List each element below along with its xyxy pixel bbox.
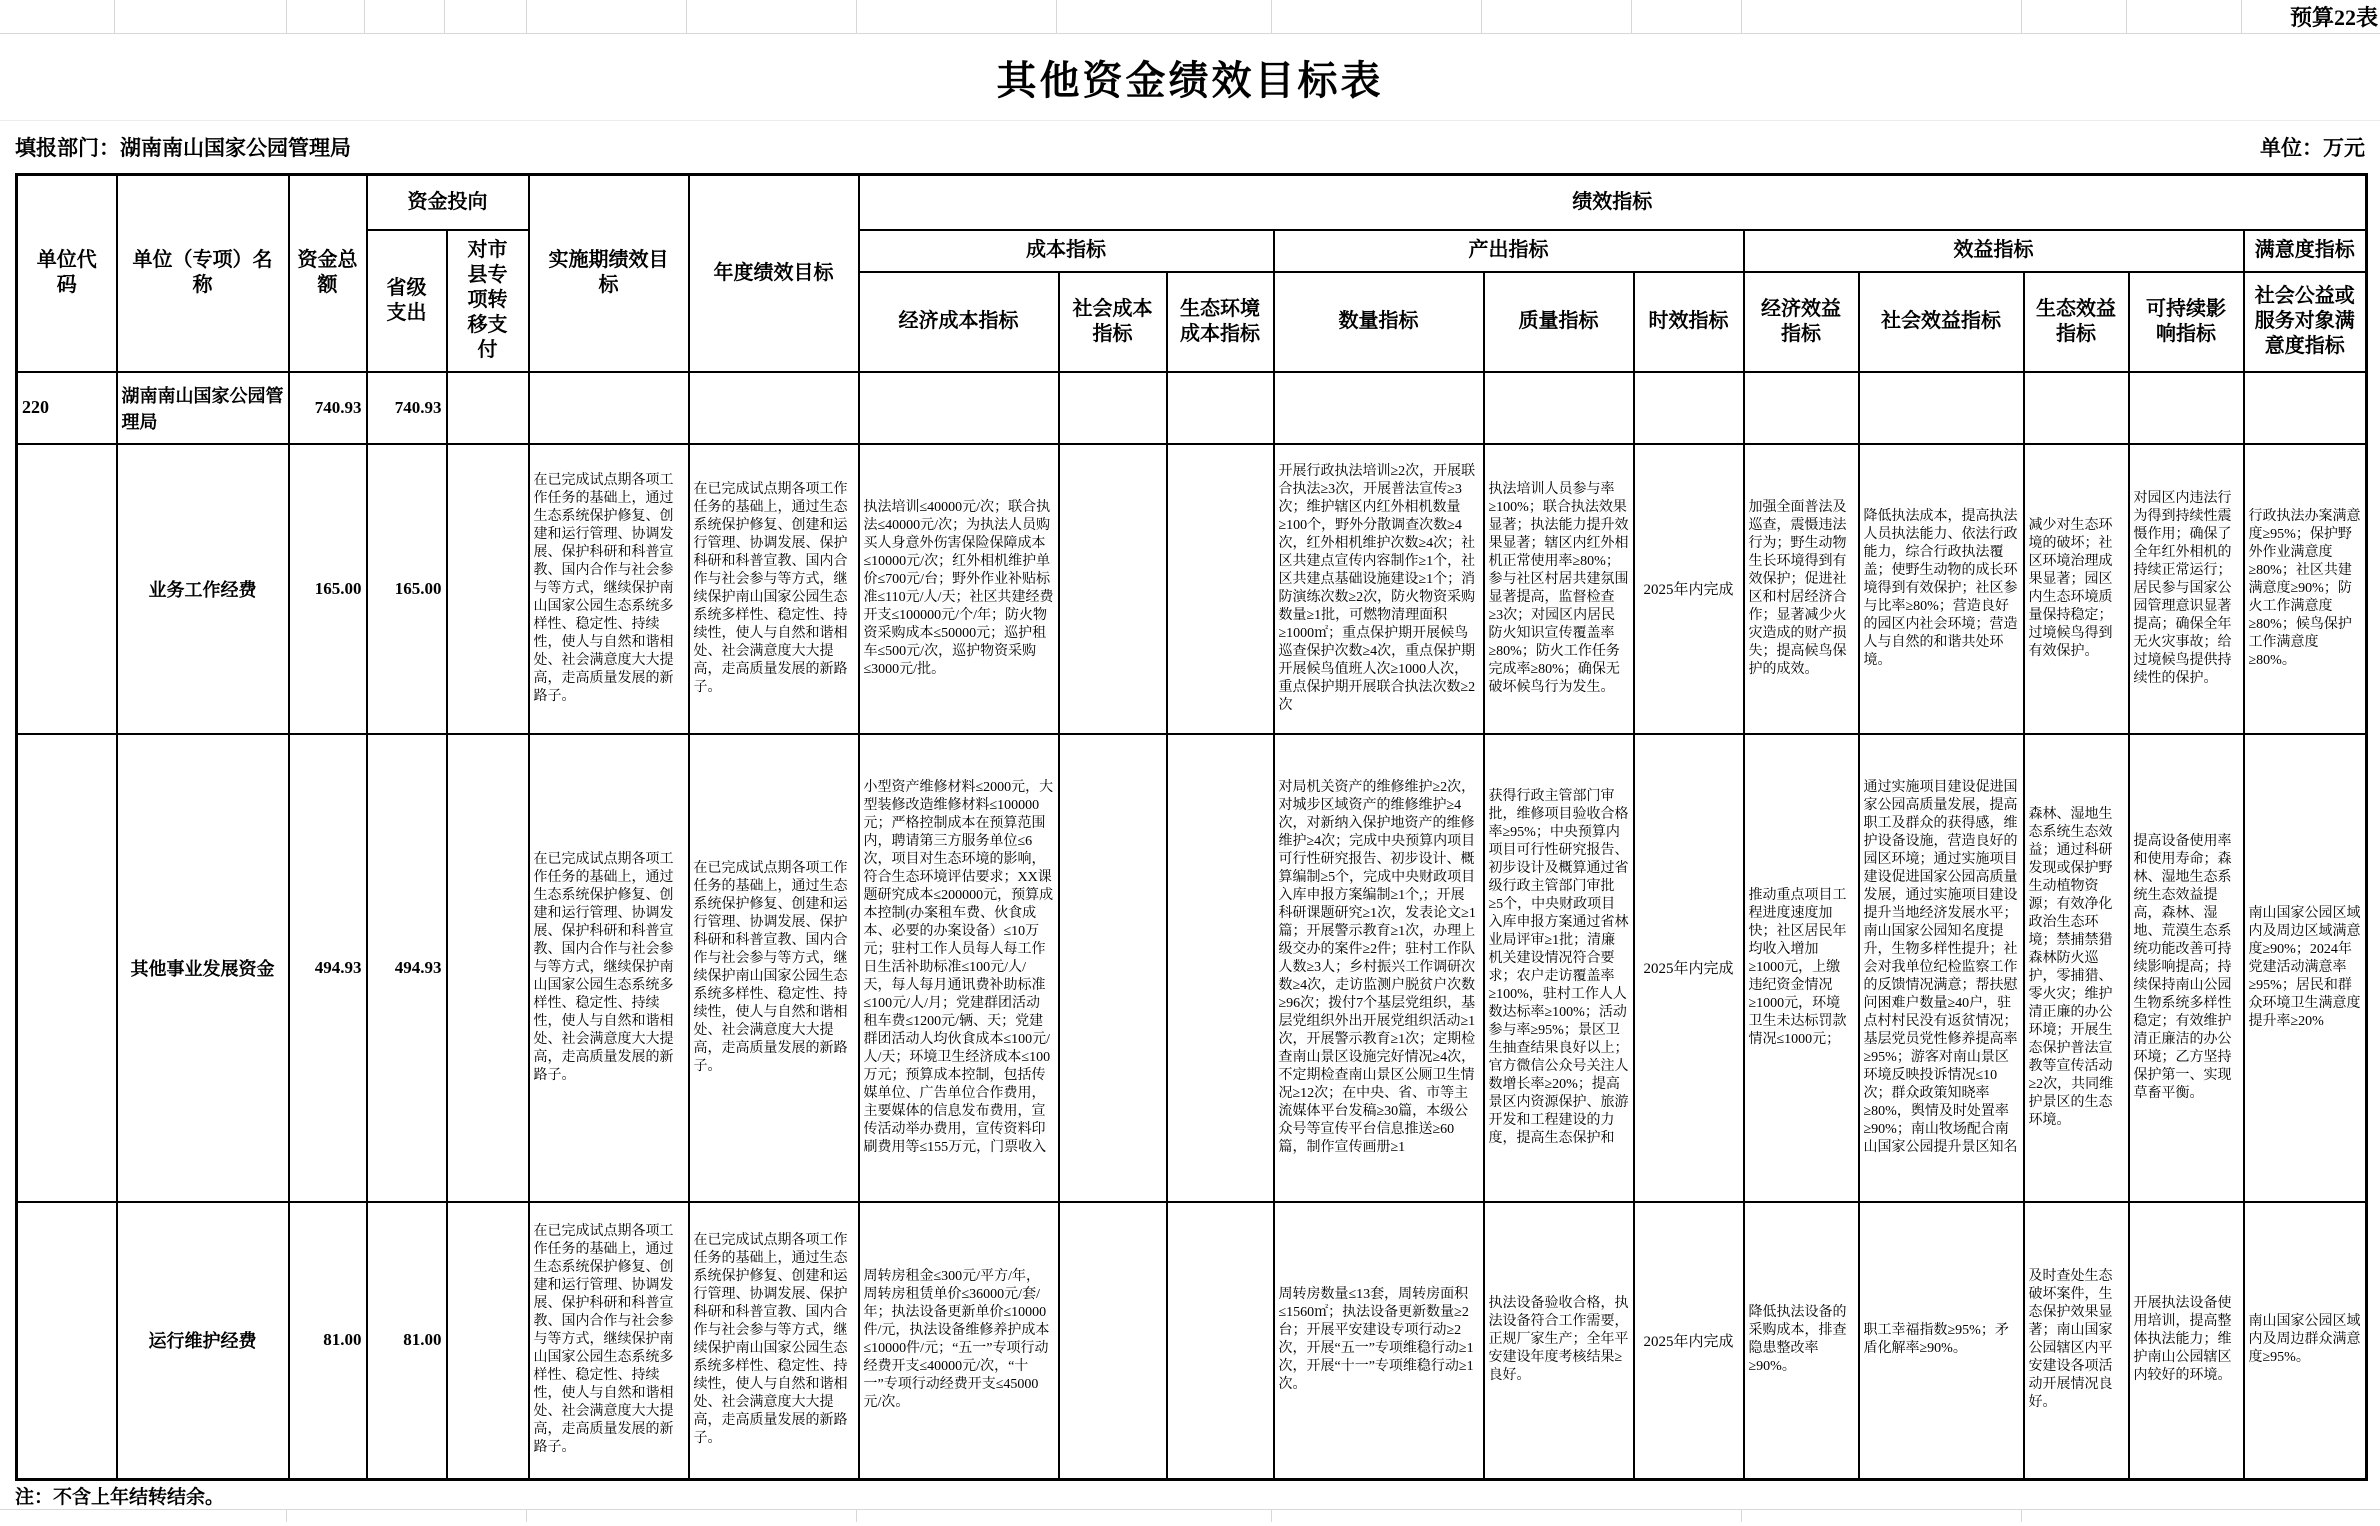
cell-out-time: 2025年内完成	[1634, 1202, 1744, 1480]
col-header-satisfaction-sub: 社会公益或服务对象满意度指标	[2244, 272, 2367, 372]
cell-ben-econ: 加强全面普法及巡查，震慑违法行为；野生动物生长环境得到有效保护；促进社区和村居经济合作；显著减少火灾造成的财产损失；提高候鸟保护的成效。	[1744, 444, 1859, 734]
col-header-ben-social: 社会效益指标	[1859, 272, 2024, 372]
grid-cell	[687, 0, 857, 33]
cell-ben-sustain: 提高设备使用率和使用寿命；森林、湿地生态系统生态效益提高，森林、湿地、荒漠生态系统功能改善可持续影响提高；持续保持南山公园生物系统多样性稳定；有效维护清正廉洁的办公环境；乙方坚持保护第一、实现草畜平衡。	[2129, 734, 2244, 1202]
col-header-out-qty: 数量指标	[1274, 272, 1484, 372]
cell-annual-target: 在已完成试点期各项工作任务的基础上，通过生态系统保护修复、创建和运行管理、协调发展、保护科研和科普宣教、国内合作与社会参与等方式，继续保护南山国家公园生态系统多样性、稳定性、持续性，使人与自然和谐相处、社会满意度大大提高，走高质量发展的新路子。	[689, 1202, 859, 1480]
grid-cell	[1482, 0, 1632, 33]
grid-cell	[2242, 0, 2380, 33]
col-header-benefit-group: 效益指标	[1744, 230, 2244, 272]
cell-out-time	[1634, 372, 1744, 444]
cell-cost-social	[1059, 1202, 1167, 1480]
cell-cost-eco	[1167, 372, 1274, 444]
col-header-satisfaction-group: 满意度指标	[2244, 230, 2367, 272]
cell-unit-name: 业务工作经费	[117, 444, 289, 734]
cell-ben-econ	[1744, 372, 1859, 444]
grid-cell	[1057, 0, 1272, 33]
col-header-unit-code: 单位代码	[17, 175, 117, 372]
cell-transfer	[447, 734, 529, 1202]
cell-satisfaction: 南山国家公园区域内及周边群众满意度≥95%。	[2244, 1202, 2367, 1480]
cell-out-quality: 获得行政主管部门审批，维修项目验收合格率≥95%；中央预算内项目可行性研究报告、初步设计及概算通过省级行政主管部门审批≥5个，中央财政项目入库申报方案通过省林业局评审≥1批；清廉机关建设情况符合要求；农户走访覆盖率≥100%，驻村工作人人数达标率≥100%；活动参与率≥95%；景区卫生抽查结果良好以上；官方微信公众号关注人数增长率≥20%；提高景区内资源保护、旅游开发和工程建设的力度，提高生态保护和	[1484, 734, 1634, 1202]
grid-cell	[1272, 0, 1482, 33]
cell-ben-social: 降低执法成本，提高执法人员执法能力、依法行政能力，综合行政执法覆盖；使野生动物的成长环境得到有效保护；社区参与比率≥80%；营造良好的园区内社会环境；营造人与自然的和谐共处环境。	[1859, 444, 2024, 734]
col-header-output-group: 产出指标	[1274, 230, 1744, 272]
cell-out-qty	[1274, 372, 1484, 444]
header-row-1	[17, 175, 2367, 230]
grid-cell	[527, 1510, 857, 1522]
grid-cell	[0, 0, 115, 33]
cell-impl-target: 在已完成试点期各项工作任务的基础上，通过生态系统保护修复、创建和运行管理、协调发展、保护科研和科普宣教、国内合作与社会参与等方式，继续保护南山国家公园生态系统多样性、稳定性、持续性，使人与自然和谐相处、社会满意度大大提高，走高质量发展的新路子。	[529, 444, 689, 734]
col-header-total: 资金总额	[289, 175, 367, 372]
grid-cell	[445, 0, 527, 33]
col-header-ben-econ: 经济效益指标	[1744, 272, 1859, 372]
col-header-ben-eco: 生态效益指标	[2024, 272, 2129, 372]
col-header-invest-group: 资金投向	[367, 175, 529, 230]
cell-annual-target: 在已完成试点期各项工作任务的基础上，通过生态系统保护修复、创建和运行管理、协调发展、保护科研和科普宣教、国内合作与社会参与等方式，继续保护南山国家公园生态系统多样性、稳定性、持续性，使人与自然和谐相处、社会满意度大大提高，走高质量发展的新路子。	[689, 734, 859, 1202]
cell-satisfaction	[2244, 372, 2367, 444]
cell-out-quality: 执法设备验收合格，执法设备符合工作需要，正规厂家生产；全年平安建设年度考核结果≥良好。	[1484, 1202, 1634, 1480]
grid-cell	[2022, 0, 2127, 33]
cell-unit-name: 湖南南山国家公园管理局	[117, 372, 289, 444]
cell-out-qty: 周转房数量≤13套，周转房面积≤1560㎡；执法设备更新数量≥2台；开展平安建设专项行动≥2次，开展“五一”专项维稳行动≥1次，开展“十一”专项维稳行动≥1次。	[1274, 1202, 1484, 1480]
cell-out-time: 2025年内完成	[1634, 734, 1744, 1202]
cell-satisfaction: 行政执法办案满意度≥95%；保护野外作业满意度≥80%；社区共建满意度≥90%；防火工作满意度≥80%；候鸟保护工作满意度≥80%。	[2244, 444, 2367, 734]
table-row	[17, 1202, 2367, 1480]
grid-cell	[365, 0, 445, 33]
cell-annual-target	[689, 372, 859, 444]
cell-cost-eco	[1167, 734, 1274, 1202]
cell-annual-target: 在已完成试点期各项工作任务的基础上，通过生态系统保护修复、创建和运行管理、协调发展、保护科研和科普宣教、国内合作与社会参与等方式，继续保护南山国家公园生态系统多样性、稳定性、持续性，使人与自然和谐相处、社会满意度大大提高，走高质量发展的新路子。	[689, 444, 859, 734]
grid-cell	[857, 1510, 1272, 1522]
table-row	[17, 372, 2367, 444]
cell-cost-social	[1059, 734, 1167, 1202]
grid-cell	[1742, 0, 2022, 33]
col-header-transfer: 对市县专项转移支付	[447, 230, 529, 372]
cell-out-quality	[1484, 372, 1634, 444]
cell-out-qty: 开展行政执法培训≥2次，开展联合执法≥3次，开展普法宣传≥3次；维护辖区内红外相机数量≥100个，野外分散调查次数≥4次，红外相机维护次数≥4次；社区共建点宣传内容制作≥1个，社区共建点基础设施建设≥1个；消防演练次数≥2次，防火物资采购数量≥1批，可燃物清理面积≥1000㎡；重点保护期开展候鸟巡查保护次数≥4次，重点保护期开展候鸟值班人次≥1000人次，重点保护期开展联合执法次数≥2次	[1274, 444, 1484, 734]
unit-label: 单位：万元	[2260, 136, 2365, 160]
col-header-cost-econ: 经济成本指标	[859, 272, 1059, 372]
header-row-2	[17, 230, 2367, 272]
cell-unit-name: 运行维护经费	[117, 1202, 289, 1480]
grid-cell	[857, 0, 1057, 33]
col-header-out-quality: 质量指标	[1484, 272, 1634, 372]
cell-unit-name: 其他事业发展资金	[117, 734, 289, 1202]
cell-ben-social: 通过实施项目建设促进国家公园高质量发展，提高职工及群众的获得感，维护设备设施，营造良好的园区环境；通过实施项目建设促进国家公园高质量发展，通过实施项目建设提升当地经济发展水平；南山国家公园知名度提升，生物多样性提升；社会对我单位纪检监察工作的反馈情况满意；帮扶慰问困难户数量≥40户，驻点村村民没有返贫情况；基层党员党性修养提高率≥95%；游客对南山景区环境反映投诉情况≤10次；群众政策知晓率≥80%，舆情及时处置率≥90%；南山牧场配合南山国家公园提升景区知名	[1859, 734, 2024, 1202]
cell-ben-sustain: 对园区内违法行为得到持续性震慑作用；确保了全年红外相机的持续正常运行；居民参与国家公园管理意识显著提高；确保全年无火灾事故；给过境候鸟提供持续性的保护。	[2129, 444, 2244, 734]
reporting-department-label: 填报部门：湖南南山国家公园管理局	[15, 136, 351, 160]
cell-impl-target: 在已完成试点期各项工作任务的基础上，通过生态系统保护修复、创建和运行管理、协调发展、保护科研和科普宣教、国内合作与社会参与等方式，继续保护南山国家公园生态系统多样性、稳定性、持续性，使人与自然和谐相处、社会满意度大大提高，走高质量发展的新路子。	[529, 734, 689, 1202]
cell-transfer	[447, 1202, 529, 1480]
cell-ben-eco: 森林、湿地生态系统生态效益；通过科研发现或保护野生动植物资源；有效净化政治生态环境；禁捕禁猎森林防火巡护，零捕猎、零火灾；维护清正廉的办公环境；开展生态保护普法宣教等宣传活动≥2次，共同维护景区的生态环境。	[2024, 734, 2129, 1202]
grid-cell	[2127, 0, 2242, 33]
cell-provincial: 494.93	[367, 734, 447, 1202]
cell-transfer	[447, 372, 529, 444]
cell-unit-code	[17, 1202, 117, 1480]
grid-cell	[2022, 1510, 2380, 1522]
cell-impl-target: 在已完成试点期各项工作任务的基础上，通过生态系统保护修复、创建和运行管理、协调发展、保护科研和科普宣教、国内合作与社会参与等方式，继续保护南山国家公园生态系统多样性、稳定性、持续性，使人与自然和谐相处、社会满意度大大提高，走高质量发展的新路子。	[529, 1202, 689, 1480]
cell-cost-econ: 执法培训≤40000元/次；联合执法≤40000元/次；为执法人员购买人身意外伤害保险保障成本≤10000元/次；红外相机维护单价≤700元/台；野外作业补贴标准≤110元/人/天；社区共建经费开支≤100000元/个/年；防火物资采购成本≤50000元；巡护租车≤500元/次，巡护物资采购≤3000元/批。	[859, 444, 1059, 734]
cell-impl-target	[529, 372, 689, 444]
col-header-ben-sustain: 可持续影响指标	[2129, 272, 2244, 372]
table-number-label: 预算22表	[2289, 5, 2378, 30]
col-header-cost-social: 社会成本指标	[1059, 272, 1167, 372]
cell-transfer	[447, 444, 529, 734]
cell-cost-social	[1059, 444, 1167, 734]
cell-ben-sustain: 开展执法设备使用培训，提高整体执法能力；维护南山公园辖区内较好的环境。	[2129, 1202, 2244, 1480]
cell-provincial: 740.93	[367, 372, 447, 444]
cell-provincial: 165.00	[367, 444, 447, 734]
cell-out-qty: 对局机关资产的维修维护≥2次，对城步区域资产的维修维护≥4次，对新纳入保护地资产的维修维护≥4次；完成中央预算内项目可行性研究报告、初步设计、概算编制≥5个，完成中央财政项目入库申报方案编制≥1个,；开展科研课题研究≥1次，发表论文≥1篇；开展警示教育≥1次，办理上级交办的案件≥2件；驻村工作队人数≥3人；乡村振兴工作调研次数≥4次，走访监测户脱贫户次数≥96次；拨付7个基层党组织，基层党组织外出开展党组织活动≥1次，开展警示教育≥1次；定期检查南山景区设施完好情况≥4次，不定期检查南山景区公厕卫生情况≥12次；在中央、省、市等主流媒体平台发稿≥30篇，本级公众号等宣传平台信息推送≥60篇，制作宣传画册≥1	[1274, 734, 1484, 1202]
grid-cell	[1272, 1510, 1742, 1522]
cell-ben-eco: 减少对生态环境的破坏；社区环境治理成果显著；园区内生态环境质量保持稳定；过境候鸟得到有效保护。	[2024, 444, 2129, 734]
cell-total: 740.93	[289, 372, 367, 444]
cell-ben-eco: 及时查处生态破坏案件，生态保护效果显著；南山国家公园辖区内平安建设各项活动开展情况良好。	[2024, 1202, 2129, 1480]
cell-cost-eco	[1167, 444, 1274, 734]
col-header-perf-group: 绩效指标	[859, 175, 2367, 230]
grid-cell	[287, 0, 365, 33]
col-header-out-time: 时效指标	[1634, 272, 1744, 372]
cell-cost-econ: 小型资产维修材料≤2000元，大型装修改造维修材料≤100000元；严格控制成本在预算范围内，聘请第三方服务单位≤6次，项目对生态环境的影响，符合生态环境评估要求；XX课题研究成本≤200000元，预算成本控制(办案租车费、伙食成本、必要的办案设备）≤10万元；驻村工作人员每人每工作日生活补助标准≤100元/人/天，每人每月通讯费补助标准≤100元/人/月；党建群团活动租车费≤1200元/辆、天；党建群团活动人均伙食成本≤100元/人/天；环境卫生经济成本≤100万元；预算成本控制，包括传媒单位、广告单位合作费用，主要媒体的信息发布费用，宣传活动举办费用，宣传资料印刷费用等≤155万元，门票收入	[859, 734, 1059, 1202]
grid-cell	[527, 0, 687, 33]
cell-total: 81.00	[289, 1202, 367, 1480]
grid-cell	[1742, 1510, 2022, 1522]
grid-cell	[287, 1510, 527, 1522]
title-row	[0, 34, 2380, 121]
cell-provincial: 81.00	[367, 1202, 447, 1480]
footnote: 注：不含上年结转结余。	[15, 1486, 225, 1508]
cell-unit-code: 220	[17, 372, 117, 444]
cell-ben-social	[1859, 372, 2024, 444]
cell-ben-econ: 降低执法设备的采购成本，排查隐患整改率≥90%。	[1744, 1202, 1859, 1480]
cell-cost-econ	[859, 372, 1059, 444]
cell-ben-econ: 推动重点项目工程进度速度加快；社区居民年均收入增加≥1000元，上缴违纪资金情况≥1000元，环境卫生未达标罚款情况≤1000元；	[1744, 734, 1859, 1202]
col-header-impl-target: 实施期绩效目标	[529, 175, 689, 372]
performance-target-table	[15, 173, 2368, 1481]
bottom-gridline-strip	[0, 1509, 2380, 1522]
col-header-provincial: 省级支出	[367, 230, 447, 372]
grid-cell	[1632, 0, 1742, 33]
cell-out-time: 2025年内完成	[1634, 444, 1744, 734]
page-title: 其他资金绩效目标表	[996, 57, 1384, 103]
table-row	[17, 734, 2367, 1202]
cell-out-quality: 执法培训人员参与率≥100%；联合执法效果显著；执法能力提升效果显著；辖区内红外相机正常使用率≥80%；参与社区村居共建氛围显著提高，监督检查≥3次；对园区内居民防火知识宣传覆盖率≥80%；防火工作任务完成率≥80%；确保无破坏候鸟行为发生。	[1484, 444, 1634, 734]
table-row	[17, 444, 2367, 734]
cell-unit-code	[17, 734, 117, 1202]
grid-cell	[115, 0, 287, 33]
cell-total: 165.00	[289, 444, 367, 734]
note-row	[0, 1481, 2380, 1509]
cell-ben-eco	[2024, 372, 2129, 444]
cell-ben-sustain	[2129, 372, 2244, 444]
cell-satisfaction: 南山国家公园区域内及周边区域满意度≥90%；2024年党建活动满意率≥95%；居民和群众环境卫生满意度提升率≥20%	[2244, 734, 2367, 1202]
col-header-cost-eco: 生态环境成本指标	[1167, 272, 1274, 372]
grid-cell	[0, 1510, 287, 1522]
cell-cost-econ: 周转房租金≤300元/平方/年，周转房租赁单价≤36000元/套/年；执法设备更新单价≤10000件/元，执法设备维修养护成本≤10000件/元；“五一”专项行动经费开支≤40000元/次，“十一”专项行动经费开支≤45000元/次。	[859, 1202, 1059, 1480]
meta-row	[0, 121, 2380, 173]
cell-total: 494.93	[289, 734, 367, 1202]
col-header-annual-target: 年度绩效目标	[689, 175, 859, 372]
cell-unit-code	[17, 444, 117, 734]
cell-cost-social	[1059, 372, 1167, 444]
cell-ben-social: 职工幸福指数≥95%；矛盾化解率≥90%。	[1859, 1202, 2024, 1480]
cell-cost-eco	[1167, 1202, 1274, 1480]
col-header-unit-name: 单位（专项）名称	[117, 175, 289, 372]
col-header-cost-group: 成本指标	[859, 230, 1274, 272]
top-gridline-strip	[0, 0, 2380, 34]
